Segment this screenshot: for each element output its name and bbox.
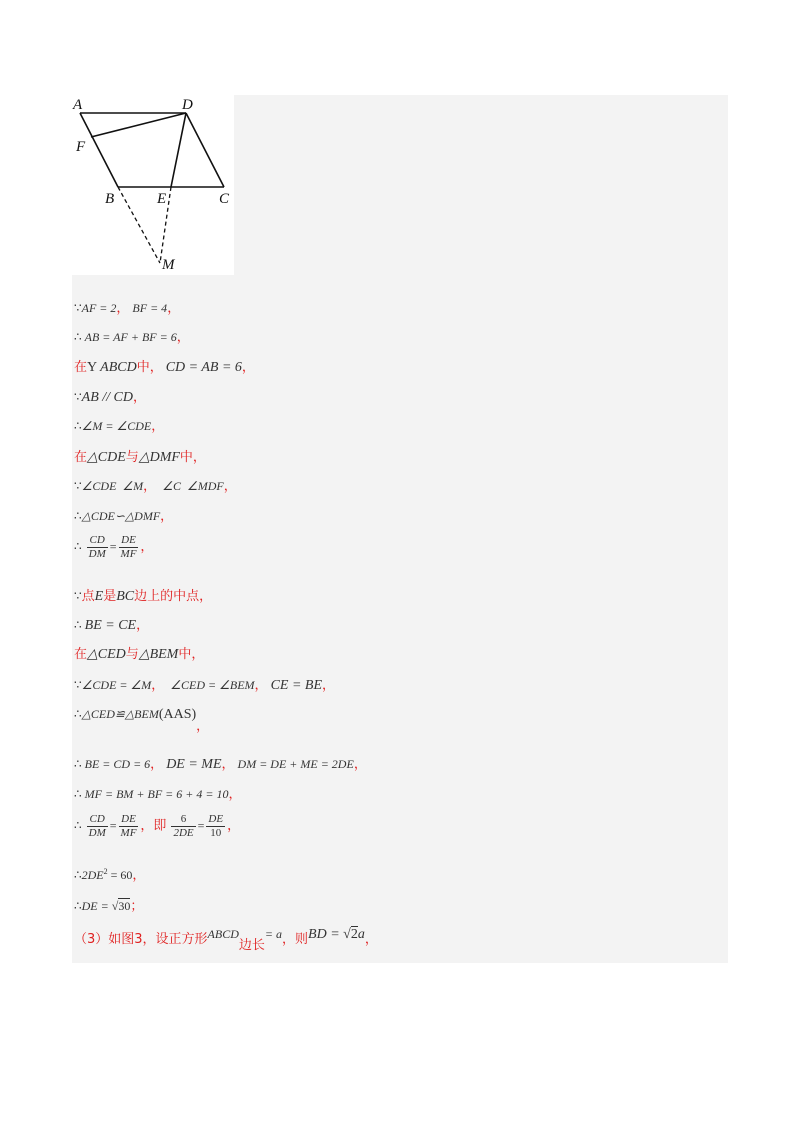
point-label-F: F xyxy=(76,139,86,155)
solution-line-18: $\therefore 2DE^2 = 60$， xyxy=(74,867,146,883)
solution-line-4: ∵AB // CD， xyxy=(74,390,146,405)
solution-line-12: 在△CED与△BEM中， xyxy=(74,647,205,662)
solution-line-10: ∵点E是BC边上的中点， xyxy=(74,589,213,604)
solution-line-14: ∴△CED≌△BEM(AAS)， xyxy=(74,707,210,734)
solution-line-16: ∴ MF = BM + BF = 6 + 4 = 10， xyxy=(74,787,242,802)
solution-line-19: ∴DE = √30； xyxy=(74,899,144,914)
solution-line-3: 在Y ABCD中， CD = AB = 6， xyxy=(74,360,255,375)
solution-line-15: ∴ BE = CD = 6， DE = ME， DM = DE + ME = 2DE， xyxy=(74,757,367,772)
solution-line-6: 在△CDE与△DMF中， xyxy=(74,450,206,465)
solution-line-7: ∵∠CDE ∠M， ∠C ∠MDF， xyxy=(74,479,237,494)
point-label-B: B xyxy=(105,191,115,207)
point-label-C: C xyxy=(219,191,230,207)
solution-line-1: ∵AF = 2， BF = 4， xyxy=(74,301,181,316)
fraction-de-10: $\frac{DE}{10}$ xyxy=(208,813,224,839)
solution-line-13: ∵∠CDE = ∠M， ∠CED = ∠BEM， CE = BE， xyxy=(74,678,336,693)
point-label-D: D xyxy=(182,97,193,113)
segment-DE xyxy=(171,113,186,187)
fraction-de-mf: $\frac{DE}{MF}$ xyxy=(120,534,137,560)
point-label-A: A xyxy=(73,97,83,113)
edge-BA xyxy=(80,113,118,187)
fraction-cd-dm: $\frac{CD}{DM}$ xyxy=(88,813,106,839)
solution-line-11: ∴ BE = CE， xyxy=(74,618,150,633)
solution-line-8: ∴△CDE∽△DMF， xyxy=(74,509,174,524)
fraction-de-mf: $\frac{DE}{MF}$ xyxy=(120,813,137,839)
sqrt-30: √30 xyxy=(111,899,131,913)
sqrt-2: √2 xyxy=(343,927,358,942)
solution-line-5: ∴∠M = ∠CDE， xyxy=(74,419,165,434)
parallelogram-diagram xyxy=(72,95,234,275)
edge-DC xyxy=(186,113,224,187)
point-label-M: M xyxy=(162,257,175,273)
point-label-E: E xyxy=(157,191,167,207)
segment-BM-dashed xyxy=(118,187,160,263)
solution-line-17: ∴ $\frac{CD}{DM}$ = $\frac{DE}{MF}$ ，即 $\frac{6}{2DE}$ = $\frac{DE}{10}$ ， xyxy=(74,813,241,839)
segment-FD xyxy=(91,113,186,137)
fraction-6-2de: $\frac{6}{2DE}$ xyxy=(173,813,194,839)
fraction-cd-dm: $\frac{CD}{DM}$ xyxy=(88,534,106,560)
solution-line-9: ∴ $\frac{CD}{DM}$ = $\frac{DE}{MF}$ ， xyxy=(74,534,154,560)
solution-line-20: （3）如图3，设正方形ABCD边长= a，则BD = √2a， xyxy=(74,927,378,953)
solution-line-2: ∴ AB = AF + BF = 6， xyxy=(74,330,190,345)
geometry-figure xyxy=(72,95,234,275)
